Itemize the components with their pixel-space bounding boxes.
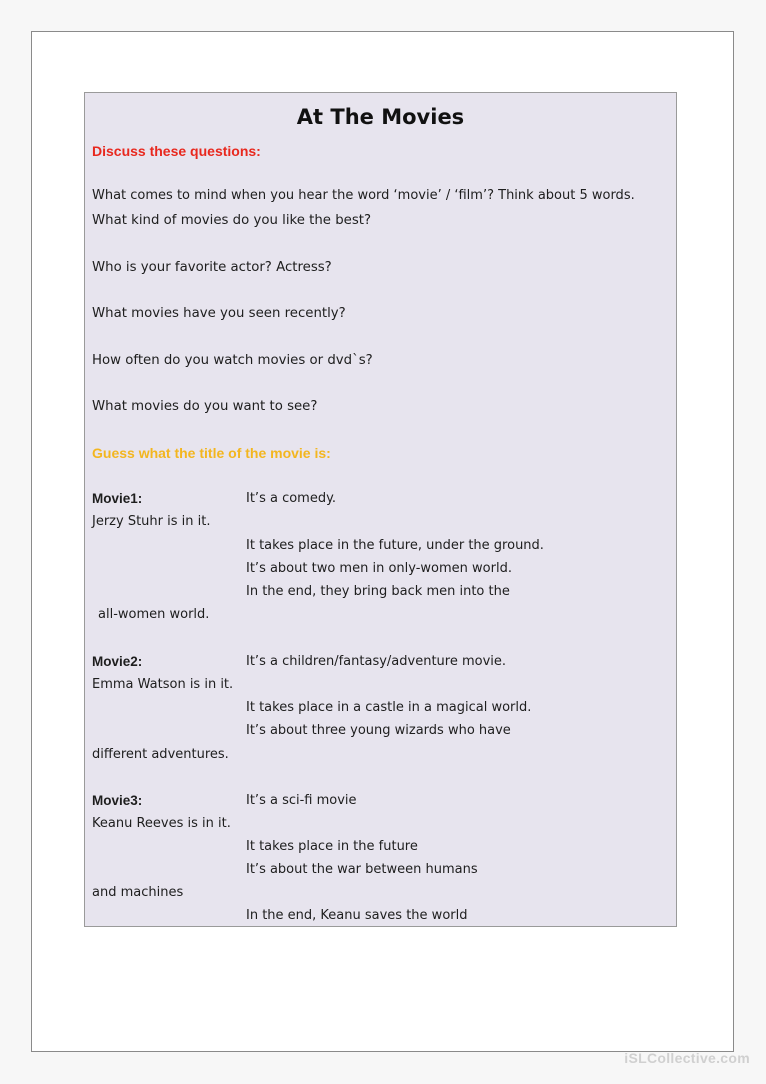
movie2-actor: Emma Watson is in it. bbox=[92, 677, 234, 692]
movie3-clue-about-continued: and machines bbox=[92, 885, 184, 900]
movie2-label: Movie2: bbox=[92, 654, 143, 669]
movie3-clue-genre: It’s a sci-fi movie bbox=[246, 793, 357, 808]
guess-heading: Guess what the title of the movie is: bbox=[92, 445, 331, 461]
movie2-clue-about: It’s about three young wizards who have bbox=[246, 723, 511, 738]
movie1-clue-end-continued: all-women world. bbox=[98, 607, 210, 622]
question-1: What comes to mind when you hear the word ‘movie’ / ‘film’? Think about 5 words. bbox=[92, 188, 635, 203]
movie1-actor: Jerzy Stuhr is in it. bbox=[92, 514, 211, 529]
discuss-heading: Discuss these questions: bbox=[92, 143, 261, 159]
movie3-clue-end: In the end, Keanu saves the world bbox=[246, 908, 468, 923]
movie1-clue-place: It takes place in the future, under the ground. bbox=[246, 538, 544, 553]
worksheet-page bbox=[31, 31, 734, 1052]
movie3-actor: Keanu Reeves is in it. bbox=[92, 816, 231, 831]
movie1-clue-about: It’s about two men in only-women world. bbox=[246, 561, 512, 576]
movie1-clue-genre: It’s a comedy. bbox=[246, 491, 337, 506]
movie2-clue-about-continued: different adventures. bbox=[92, 747, 229, 762]
movie3-clue-about: It’s about the war between humans bbox=[246, 862, 478, 877]
worksheet-title: At The Movies bbox=[296, 105, 465, 129]
question-3: Who is your favorite actor? Actress? bbox=[92, 260, 332, 275]
question-6: What movies do you want to see? bbox=[92, 399, 318, 414]
question-2: What kind of movies do you like the best? bbox=[92, 213, 372, 228]
worksheet-panel bbox=[84, 92, 677, 927]
movie1-clue-end: In the end, they bring back men into the bbox=[246, 584, 510, 599]
site-watermark: iSLCollective.com bbox=[624, 1050, 750, 1066]
movie1-label: Movie1: bbox=[92, 491, 143, 506]
movie2-clue-genre: It’s a children/fantasy/adventure movie. bbox=[246, 654, 507, 669]
movie3-clue-place: It takes place in the future bbox=[246, 839, 418, 854]
movie2-clue-place: It takes place in a castle in a magical world. bbox=[246, 700, 532, 715]
question-4: What movies have you seen recently? bbox=[92, 306, 346, 321]
question-5: How often do you watch movies or dvd`s? bbox=[92, 353, 373, 368]
movie3-label: Movie3: bbox=[92, 793, 143, 808]
